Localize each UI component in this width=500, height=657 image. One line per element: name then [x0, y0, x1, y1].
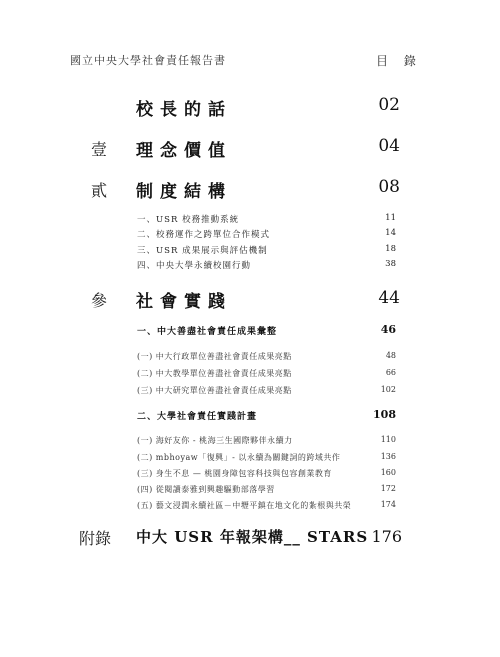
toc-item[interactable]: (一) 中大行政單位善盡社會責任成果亮點	[137, 352, 292, 361]
section-page-values: 04	[378, 136, 400, 156]
toc-item-page: 136	[380, 452, 396, 461]
toc-group-title[interactable]: 一、中大善盡社會責任成果彙整	[137, 327, 278, 337]
toc-item[interactable]: (二) 中大教學單位善盡社會責任成果亮點	[137, 369, 292, 378]
section-title-president[interactable]: 校長的話	[136, 100, 232, 120]
toc-group-page: 108	[373, 408, 396, 421]
toc-entry-page: 18	[385, 244, 396, 254]
toc-item-page: 66	[385, 368, 396, 377]
toc-label: 目 錄	[376, 54, 422, 68]
section-number-2: 貳	[91, 181, 108, 200]
toc-group-title[interactable]: 二、大學社會責任實踐計畫	[137, 412, 258, 422]
section-page-practice: 44	[378, 288, 400, 308]
toc-item[interactable]: (三) 身生不息 — 桃園身障包容科技與包容創業教育	[137, 469, 332, 478]
report-title: 國立中央大學社會責任報告書	[70, 54, 226, 67]
toc-entry-page: 11	[385, 213, 396, 223]
toc-item[interactable]: (一) 海好友你 - 桃海三生國際夥伴永續力	[137, 436, 293, 445]
toc-item-page: 48	[385, 351, 396, 360]
appendix-page: 176	[371, 527, 402, 546]
toc-item-page: 160	[380, 468, 396, 477]
section-title-practice[interactable]: 社會實踐	[136, 292, 232, 312]
toc-entry[interactable]: 三、USR 成果展示與評估機制	[137, 246, 268, 256]
section-title-values[interactable]: 理念價值	[136, 141, 232, 161]
toc-item-page: 102	[380, 385, 396, 394]
toc-item[interactable]: (三) 中大研究單位善盡社會責任成果亮點	[137, 386, 292, 395]
toc-item[interactable]: (五) 藝文浸潤永續社區－中壢平鎮在地文化的紮根與共榮	[137, 501, 352, 510]
toc-item[interactable]: (四) 從閱讀泰雅到興趣驅動部落學習	[137, 485, 275, 494]
toc-entry[interactable]: 二、校務運作之跨單位合作模式	[137, 230, 271, 240]
section-title-structure[interactable]: 制度結構	[136, 182, 232, 202]
section-number-3: 參	[91, 291, 108, 310]
toc-group-page: 46	[380, 323, 396, 336]
toc-entry[interactable]: 四、中央大學永續校園行動	[137, 261, 252, 271]
toc-item-page: 110	[380, 435, 396, 444]
toc-item[interactable]: (二) mbhoyaw「復興」- 以永續為關鍵詞的跨域共作	[137, 453, 341, 462]
section-page-structure: 08	[378, 177, 400, 197]
toc-entry-page: 38	[385, 259, 396, 269]
toc-item-page: 174	[380, 500, 396, 509]
section-number-1: 壹	[91, 140, 108, 159]
toc-entry[interactable]: 一、USR 校務推動系統	[137, 215, 240, 225]
appendix-title[interactable]: 中大 USR 年報架構__ STARS	[136, 528, 369, 546]
toc-entry-page: 14	[385, 228, 396, 238]
appendix-label: 附錄	[79, 529, 112, 548]
section-page-president: 02	[378, 95, 400, 115]
toc-item-page: 172	[380, 484, 396, 493]
